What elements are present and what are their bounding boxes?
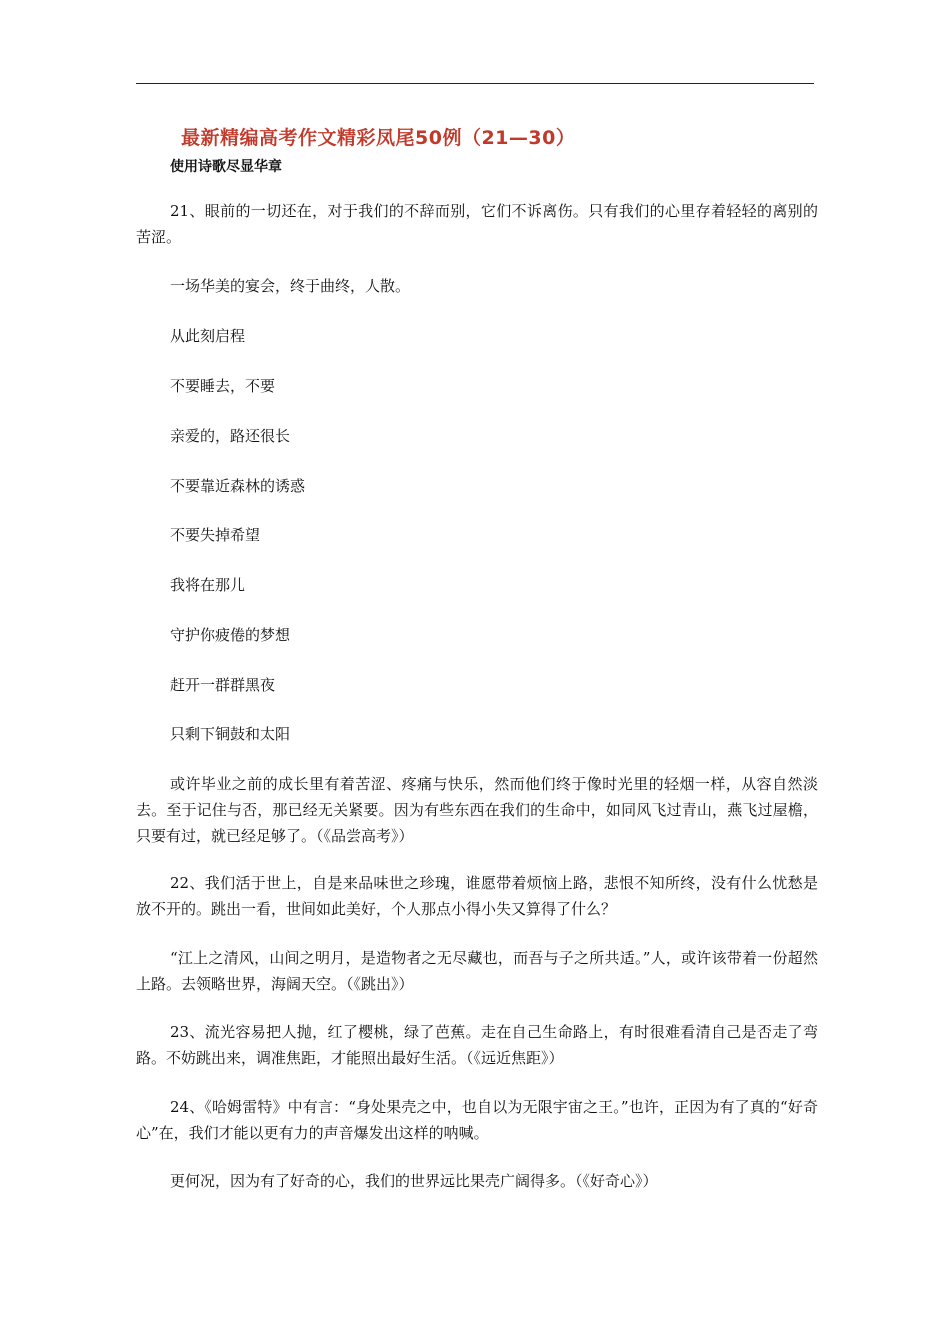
poem-line: 从此刻启程 <box>170 327 246 345</box>
poem-line: 守护你疲倦的梦想 <box>170 626 291 644</box>
poem-line: 不要靠近森林的诱惑 <box>170 477 306 495</box>
paragraph-24: 24、《哈姆雷特》中有言：“身处果壳之中，也自以为无限宇宙之王。”也许，正因为有了真的“好奇心”在，我们才能以更有力的声音爆发出这样的呐喊。 <box>136 1098 818 1142</box>
paragraph-21-line: 一场华美的宴会，终于曲终，人散。 <box>170 277 411 295</box>
section-subtitle: 使用诗歌尽显华章 <box>170 159 282 175</box>
document-title: 最新精编高考作文精彩凤尾50例（21—30） <box>181 127 576 149</box>
poem-line: 亲爱的，路还很长 <box>170 427 291 445</box>
poem-line: 不要失掉希望 <box>170 526 261 544</box>
paragraph-24-conclusion: 更何况，因为有了好奇的心，我们的世界远比果壳广阔得多。（《好奇心》） <box>170 1172 658 1190</box>
header-rule <box>136 83 814 84</box>
poem-line: 赶开一群群黑夜 <box>170 676 276 694</box>
paragraph-22: 22、我们活于世上，自是来品味世之珍瑰，谁愿带着烦恼上路，悲恨不知所终，没有什么忧愁是放不开的。跳出一看，世间如此美好，个人那点小得小失又算得了什么？ <box>136 874 818 918</box>
poem-line: 不要睡去，不要 <box>170 377 276 395</box>
paragraph-21-conclusion: 或许毕业之前的成长里有着苦涩、疼痛与快乐，然而他们终于像时光里的轻烟一样，从容自然淡去。至于记住与否，那已经无关紧要。因为有些东西在我们的生命中，如同风飞过青山，燕飞过屋檐，只要有过，就已经足够了。（《品尝高考》） <box>136 775 818 845</box>
poem-line: 我将在那儿 <box>170 576 246 594</box>
paragraph-23: 23、流光容易把人抛，红了樱桃，绿了芭蕉。走在自己生命路上，有时很难看清自己是否走了弯路。不妨跳出来，调准焦距，才能照出最好生活。（《远近焦距》） <box>136 1023 818 1067</box>
poem-line: 只剩下铜鼓和太阳 <box>170 725 291 743</box>
paragraph-22-quote: “江上之清风，山间之明月，是造物者之无尽藏也，而吾与子之所共适。”人，或许该带着一份超然上路。去领略世界，海阔天空。（《跳出》） <box>136 949 818 993</box>
paragraph-21: 21、眼前的一切还在，对于我们的不辞而别，它们不诉离伤。只有我们的心里存着轻轻的离别的苦涩。 <box>136 202 818 246</box>
